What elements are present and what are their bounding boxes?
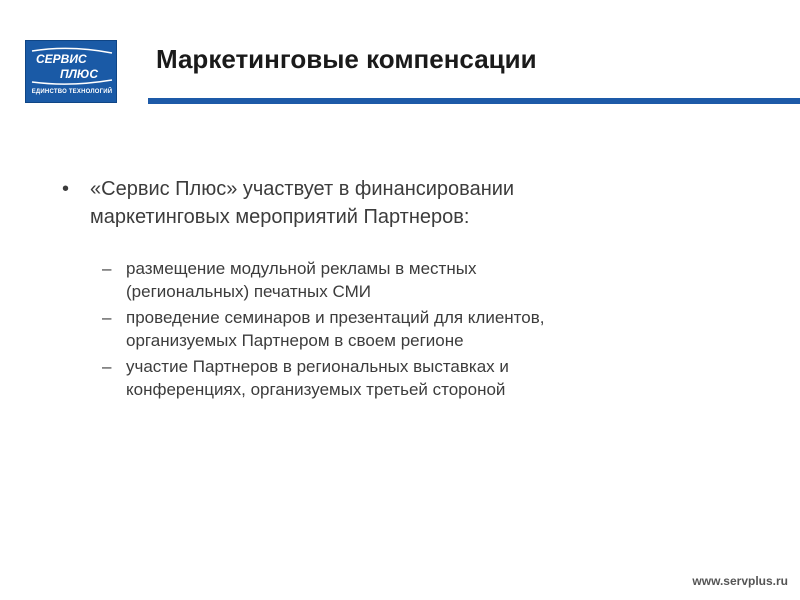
logo-tagline: ЕДИНСТВО ТЕХНОЛОГИЙ	[31, 89, 113, 95]
page-title: Маркетинговые компенсации	[156, 44, 537, 74]
main-bullet	[62, 175, 762, 231]
sub-bullet-list	[62, 257, 762, 401]
sub-bullet-item	[102, 306, 762, 352]
footer-url: www.servplus.ru	[692, 574, 788, 588]
bullet-dot-icon: •	[62, 178, 70, 200]
sub-bullet-line1: проведение семинаров и презентаций для клиентов,	[126, 308, 545, 327]
dash-icon: –	[102, 259, 112, 278]
company-logo	[25, 40, 117, 103]
sub-bullet-line2: конференциях, организуемых третьей стороной	[126, 380, 506, 399]
dash-icon: –	[102, 357, 112, 376]
sub-bullet-item	[102, 257, 762, 303]
main-bullet-line2: маркетинговых мероприятий Партнеров:	[90, 206, 470, 228]
title-divider	[148, 98, 800, 104]
sub-bullet-line1: размещение модульной рекламы в местных	[126, 259, 477, 278]
sub-bullet-line2: организуемых Партнером в своем регионе	[126, 331, 464, 350]
sub-bullet-line2: (региональных) печатных СМИ	[126, 282, 371, 301]
sub-bullet-item	[102, 355, 762, 401]
logo-line2: ПЛЮС	[60, 67, 99, 81]
sub-bullet-line1: участие Партнеров в региональных выставках и	[126, 357, 509, 376]
logo-wordmark	[30, 47, 114, 85]
logo-line1: СЕРВИС	[36, 52, 87, 66]
main-bullet-line1: «Сервис Плюс» участвует в финансировании	[90, 178, 515, 200]
dash-icon: –	[102, 308, 112, 327]
slide-content	[62, 175, 762, 404]
